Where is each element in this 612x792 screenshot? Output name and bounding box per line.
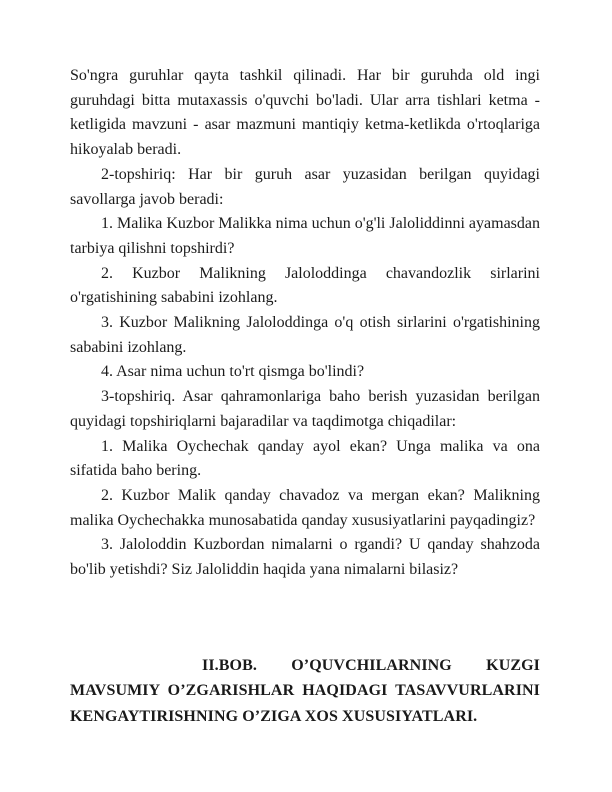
paragraph-task2-question-3: 3. Kuzbor Malikning Jaloloddinga o'q otish sirlarini o'rgatishining sababini izohlang. <box>70 314 540 356</box>
paragraph-task3-question-2: 2. Kuzbor Malik qanday chavadoz va mergan ekan? Malikning malika Oychechakka munosabatida qanday xususiyatlarini payqadingiz? <box>70 486 540 529</box>
paragraph-continuation: So'ngra guruhlar qayta tashkil qilinadi. Har bir guruhda old ingi guruhdagi bitta mutaxassis o'quvchi bo'ladi. Ular arra tishlari ketma -ketligida mavzuni - asar mazmuni mantiqiy ketma-ketlikda o'rtoqlariga hikoyalab beradi. <box>70 67 540 159</box>
paragraph-task3-question-1: 1. Malika Oychechak qanday ayol ekan? Unga malika va ona sifatida baho bering. <box>70 437 540 480</box>
paragraph-task3-question-3: 3. Jaloloddin Kuzbordan nimalarni o rgandi? U qanday shahzoda bo'lib yetishdi? Siz Jaloliddin haqida yana nimalarni bilasiz? <box>70 536 540 579</box>
paragraph-task2-question-2: 2. Kuzbor Malikning Jaloloddinga chavandozlik sirlarini o'rgatishining sababini izohlang. <box>70 264 540 307</box>
chapter-heading: II.BOB. O’QUVCHILARNING KUZGI MAVSUMIY O’ZGARISHLAR HAQIDAGI TASAVVURLARINI KENGAYTIRISHNING O’ZIGA XOS XUSUSIYATLARI. <box>70 656 540 725</box>
paragraph-task2-question-1: 1. Malika Kuzbor Malikka nima uchun o'g'li Jaloliddinni ayamasdan tarbiya qilishni topshirdi? <box>70 215 541 257</box>
body-text-block <box>70 64 540 583</box>
paragraph-task3-intro: 3-topshiriq. Asar qahramonlariga baho berish yuzasidan berilgan quyidagi topshiriqlarni bajaradilar va taqdimotga chiqadilar: <box>70 388 540 430</box>
paragraph-task2-intro: 2-topshiriq: Har bir guruh asar yuzasidan berilgan quyidagi savollarga javob beradi: <box>70 165 540 208</box>
paragraph-task2-question-4: 4. Asar nima uchun to'rt qismga bo'lindi? <box>101 363 365 381</box>
